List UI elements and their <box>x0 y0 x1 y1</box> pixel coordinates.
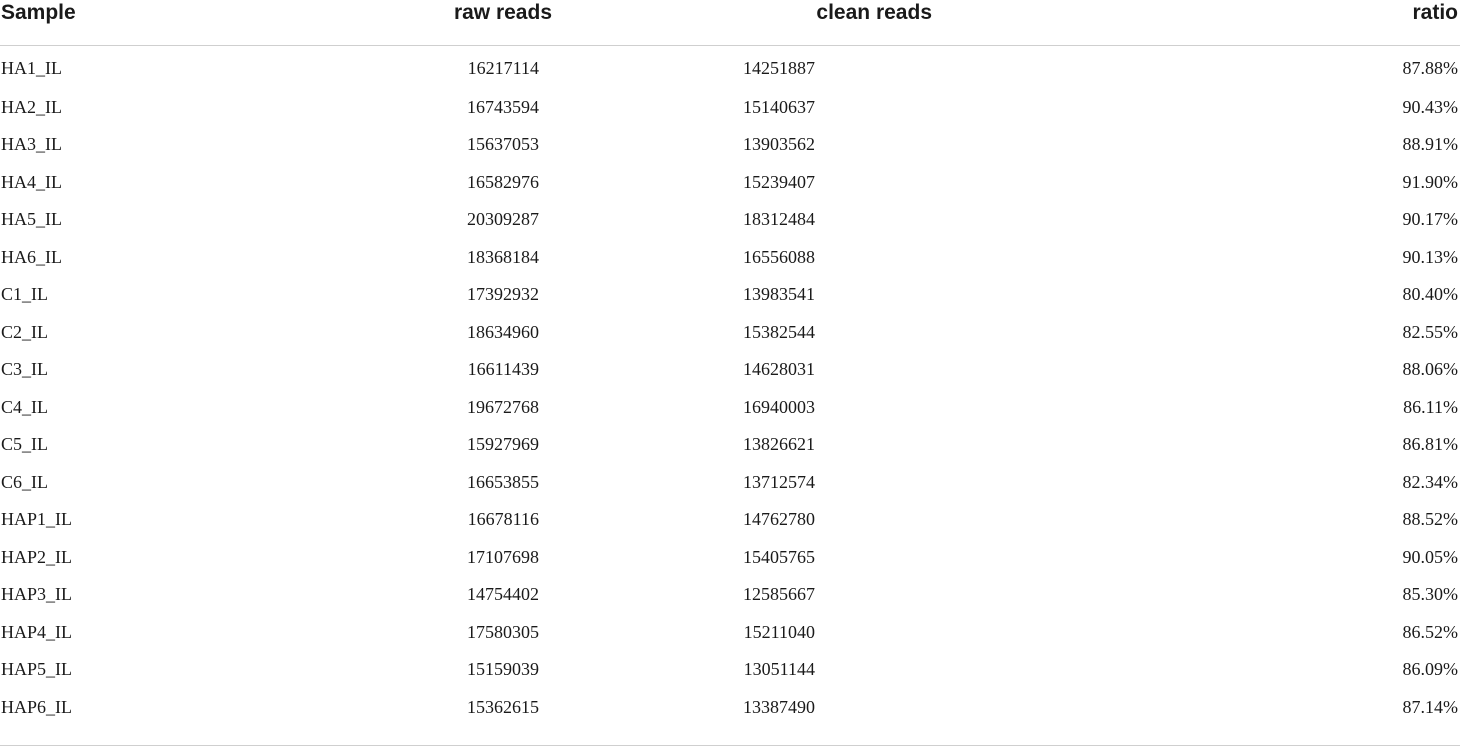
header-sample: Sample <box>0 0 300 46</box>
cell-raw-reads: 15927969 <box>467 434 539 455</box>
cell-ratio: 80.40% <box>1402 284 1458 305</box>
header-ratio: ratio <box>1258 0 1460 46</box>
header-raw-reads: raw reads <box>300 0 686 46</box>
cell-raw-reads: 16653855 <box>467 471 539 492</box>
cell-raw-reads: 15362615 <box>467 696 539 717</box>
cell-raw-reads: 17392932 <box>467 284 539 305</box>
cell-ratio: 82.34% <box>1402 471 1458 492</box>
header-clean-reads: clean reads <box>686 0 1258 46</box>
cell-clean-reads: 13051144 <box>743 659 815 680</box>
cell-clean-reads: 13387490 <box>743 696 815 717</box>
cell-raw-reads: 20309287 <box>467 209 539 230</box>
cell-raw-reads: 18368184 <box>467 246 539 267</box>
cell-sample: HAP5_IL <box>1 659 72 680</box>
cell-clean-reads: 13826621 <box>743 434 815 455</box>
cell-ratio: 87.14% <box>1402 696 1458 717</box>
table-row <box>0 313 1460 351</box>
cell-sample: HA4_IL <box>1 171 62 192</box>
cell-raw-reads: 16611439 <box>467 359 539 380</box>
cell-raw-reads: 16743594 <box>467 96 539 117</box>
cell-clean-reads: 14251887 <box>743 58 815 78</box>
table-row <box>0 538 1460 576</box>
table-row <box>0 201 1460 239</box>
cell-ratio: 88.06% <box>1402 359 1458 380</box>
cell-ratio: 86.52% <box>1402 621 1458 642</box>
cell-clean-reads: 13712574 <box>743 471 815 492</box>
cell-clean-reads: 13903562 <box>743 134 815 155</box>
cell-ratio: 86.81% <box>1402 434 1458 455</box>
cell-sample: C1_IL <box>1 284 48 305</box>
cell-raw-reads: 16217114 <box>467 58 539 78</box>
cell-ratio: 85.30% <box>1402 584 1458 605</box>
cell-sample: HA2_IL <box>1 96 62 117</box>
cell-ratio: 90.17% <box>1402 209 1458 230</box>
cell-clean-reads: 15239407 <box>743 171 815 192</box>
cell-sample: HA3_IL <box>1 134 62 155</box>
cell-raw-reads: 14754402 <box>467 584 539 605</box>
cell-sample: HA5_IL <box>1 209 62 230</box>
cell-raw-reads: 17580305 <box>467 621 539 642</box>
bottom-rule <box>0 745 1460 746</box>
cell-ratio: 82.55% <box>1402 321 1458 342</box>
cell-sample: HAP1_IL <box>1 509 72 530</box>
cell-ratio: 90.13% <box>1402 246 1458 267</box>
table-row <box>0 426 1460 464</box>
cell-clean-reads: 15382544 <box>743 321 815 342</box>
cell-ratio: 90.05% <box>1402 546 1458 567</box>
cell-sample: C2_IL <box>1 321 48 342</box>
cell-sample: HA1_IL <box>1 58 62 78</box>
table-row <box>0 46 1460 89</box>
cell-clean-reads: 14762780 <box>743 509 815 530</box>
table-row <box>0 501 1460 539</box>
cell-sample: HAP3_IL <box>1 584 72 605</box>
table-row <box>0 651 1460 689</box>
cell-ratio: 86.11% <box>1403 396 1458 417</box>
cell-sample: HA6_IL <box>1 246 62 267</box>
cell-clean-reads: 15211040 <box>743 621 815 642</box>
table-row <box>0 88 1460 126</box>
cell-ratio: 91.90% <box>1402 171 1458 192</box>
table-row <box>0 276 1460 314</box>
cell-sample: C6_IL <box>1 471 48 492</box>
cell-raw-reads: 16678116 <box>467 509 539 530</box>
cell-sample: HAP2_IL <box>1 546 72 567</box>
table-body <box>0 46 1460 726</box>
cell-clean-reads: 18312484 <box>743 209 815 230</box>
cell-ratio: 86.09% <box>1402 659 1458 680</box>
cell-raw-reads: 18634960 <box>467 321 539 342</box>
cell-ratio: 87.88% <box>1402 58 1458 78</box>
table-row <box>0 163 1460 201</box>
table-row <box>0 126 1460 164</box>
table-row <box>0 576 1460 614</box>
cell-clean-reads: 14628031 <box>743 359 815 380</box>
cell-ratio: 88.91% <box>1402 134 1458 155</box>
cell-sample: HAP4_IL <box>1 621 72 642</box>
table-row <box>0 351 1460 389</box>
table-row <box>0 388 1460 426</box>
cell-sample: C4_IL <box>1 396 48 417</box>
cell-raw-reads: 19672768 <box>467 396 539 417</box>
cell-raw-reads: 15637053 <box>467 134 539 155</box>
cell-ratio: 88.52% <box>1402 509 1458 530</box>
table-row <box>0 238 1460 276</box>
cell-clean-reads: 13983541 <box>743 284 815 305</box>
table-header <box>0 0 1460 46</box>
table-row <box>0 688 1460 725</box>
cell-raw-reads: 16582976 <box>467 171 539 192</box>
cell-sample: C3_IL <box>1 359 48 380</box>
table-row <box>0 463 1460 501</box>
cell-raw-reads: 15159039 <box>467 659 539 680</box>
cell-sample: HAP6_IL <box>1 696 72 717</box>
cell-sample: C5_IL <box>1 434 48 455</box>
table-row <box>0 613 1460 651</box>
cell-clean-reads: 15140637 <box>743 96 815 117</box>
cell-clean-reads: 16940003 <box>743 396 815 417</box>
cell-clean-reads: 12585667 <box>743 584 815 605</box>
header-row <box>0 0 1460 46</box>
cell-clean-reads: 15405765 <box>743 546 815 567</box>
cell-clean-reads: 16556088 <box>743 246 815 267</box>
cell-ratio: 90.43% <box>1402 96 1458 117</box>
cell-raw-reads: 17107698 <box>467 546 539 567</box>
